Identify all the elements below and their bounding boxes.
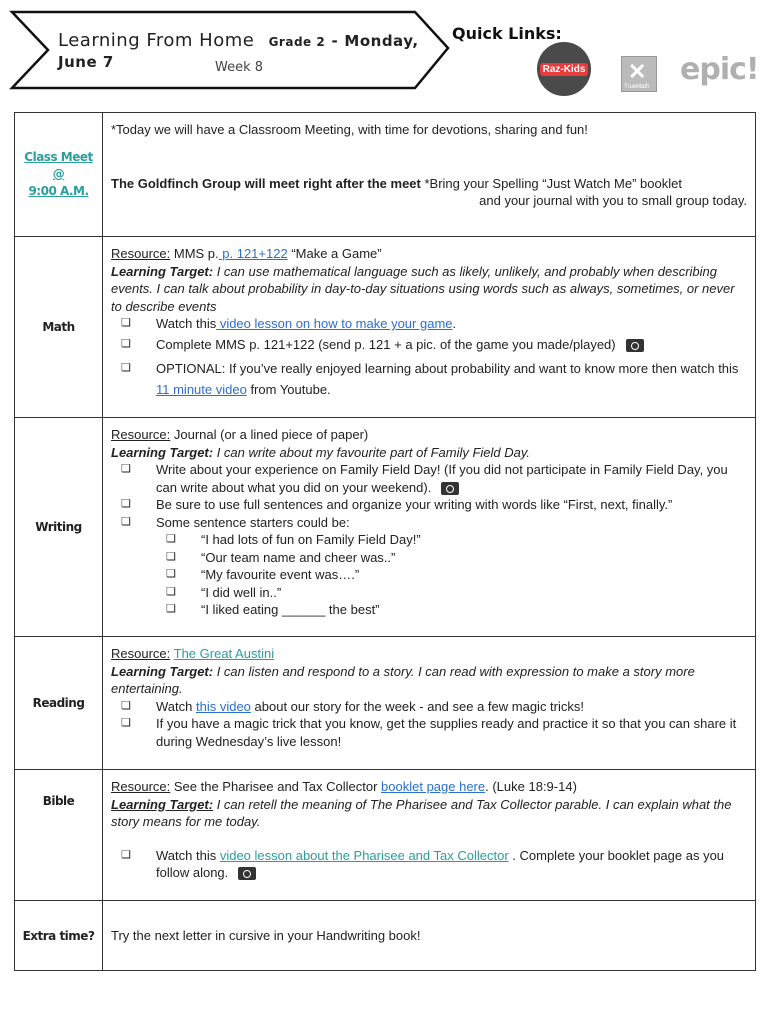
group-note-bold: The Goldfinch Group will meet right after the meet: [111, 175, 421, 191]
content-math: [103, 237, 756, 418]
bible-checklist: [111, 847, 747, 882]
math-lt-text: I can use mathematical language such as likely, unlikely, and probably when describing events. I can talk about probability in day-to-day situations using words such as always, sometimes, or never to describe events: [111, 263, 735, 314]
class-meet-link[interactable]: [16, 149, 101, 200]
title-separator: -: [331, 32, 339, 50]
great-austini-link[interactable]: The Great Austini: [173, 646, 275, 661]
bible-resource: [111, 778, 747, 796]
pharisee-video-link[interactable]: video lesson about the Pharisee and Tax Collector: [219, 847, 509, 863]
math-item3-post: from Youtube.: [246, 382, 331, 397]
sentence-starters: [156, 531, 747, 619]
bible-resource-pre: See the Pharisee and Tax Collector: [170, 779, 382, 794]
bible-lt-label: Learning Target:: [111, 796, 214, 812]
content-extra-time: [103, 901, 756, 971]
math-item-3: [121, 358, 747, 400]
math-item-1: [121, 315, 747, 333]
bible-resource-post: . (Luke 18:9-14): [485, 779, 577, 794]
writing-lt-text: I can write about my favourite part of Family Field Day.: [213, 444, 531, 460]
reading-item1-pre: Watch: [156, 698, 196, 714]
writing-item3-text: Some sentence starters could be:: [156, 514, 350, 530]
bible-lt-text: I can retell the meaning of The Pharisee and Tax Collector parable. I can explain what the story means for me today.: [111, 796, 732, 829]
math-pages-link[interactable]: p. 121+122: [218, 246, 288, 261]
writing-item1-text: Write about your experience on Family Field Day! (If you did not participate in Family Field Day, you can write about what you did on your weekend).: [156, 462, 728, 495]
extra-time-text: Try the next letter in cursive in your Handwriting book!: [111, 927, 421, 943]
math-resource: [111, 245, 747, 263]
starter-item: ❏ “My favourite event was….”: [166, 566, 747, 584]
bible-resource-label: Resource:: [111, 779, 171, 794]
label-math: Math: [15, 237, 103, 418]
math-item3-pre: OPTIONAL: If you’ve really enjoyed learning about probability and want to know more then watch this: [156, 361, 739, 376]
class-meet-text: *Today we will have a Classroom Meeting, with time for devotions, sharing and fun!: [111, 122, 588, 137]
label-extra-time: Extra time?: [15, 901, 103, 971]
writing-checklist: [111, 461, 747, 619]
content-writing: [103, 418, 756, 637]
math-item2-text: Complete MMS p. 121+122 (send p. 121 + a pic. of the game you made/played): [156, 336, 616, 352]
bible-item1-post: . Complete your booklet page as you follow along.: [156, 847, 725, 880]
writing-item2-text: Be sure to use full sentences and organize your writing with words like “First, next, finally.”: [156, 497, 673, 512]
math-lt-label: Learning Target:: [111, 263, 214, 279]
starter-item: ❏ “I had lots of fun on Family Field Day!”: [166, 531, 747, 549]
camera-icon: [441, 482, 459, 495]
date-label: Monday, June 7: [58, 32, 419, 71]
starter-item: ❏ “I liked eating ______ the best”: [166, 601, 747, 619]
writing-item-1: [121, 461, 747, 496]
reading-resource: [111, 645, 747, 663]
class-meet-line1[interactable]: Class Meet: [24, 150, 93, 164]
starter-item: ❏ “I did well in..”: [166, 584, 747, 602]
row-bible: [15, 770, 756, 901]
math-item-2: [121, 336, 747, 354]
row-class-meet: [15, 113, 756, 237]
grade-label: Grade 2: [268, 35, 326, 49]
math-checklist: [111, 315, 747, 400]
week-label: Week 8: [215, 60, 264, 75]
camera-icon: [238, 867, 256, 880]
label-reading: Reading: [15, 637, 103, 770]
writing-item-3: [121, 514, 747, 619]
class-meet-line2[interactable]: @: [52, 167, 65, 181]
reading-item1-post: about our story for the week - and see a few magic tricks!: [250, 698, 584, 714]
title-text: Learning From Home: [58, 30, 255, 51]
youtube-video-link[interactable]: 11 minute video: [156, 382, 247, 397]
math-item1-post: .: [452, 316, 457, 331]
content-bible: [103, 770, 756, 901]
raz-kids-link[interactable]: [537, 42, 591, 96]
story-video-link[interactable]: this video: [195, 698, 251, 714]
camera-icon: [626, 339, 644, 352]
group-note: [111, 175, 747, 193]
reading-lt-text: I can listen and respond to a story. I can read with expression to make a story more entertaining.: [111, 663, 695, 696]
row-math: [15, 237, 756, 418]
math-item1-pre: Watch this: [156, 316, 217, 331]
label-bible: Bible: [15, 770, 103, 901]
bible-learning-target: [111, 796, 747, 831]
label-class-meet: [15, 113, 103, 237]
writing-item-2: [121, 496, 747, 514]
math-resource-label: Resource:: [111, 246, 171, 261]
group-note-line2: and your journal with you to small group today.: [479, 193, 747, 208]
reading-item2-text: If you have a magic trick that you know, get the supplies ready and practice it so that you can share it during Wednesday’s live lesson!: [156, 716, 737, 749]
math-resource-pre: MMS p.: [170, 246, 219, 261]
epic-link[interactable]: epic!: [680, 52, 759, 87]
math-resource-post: “Make a Game”: [287, 246, 382, 261]
truemath-logo-text: TrueMath: [624, 84, 650, 90]
math-learning-target: [111, 263, 747, 316]
bible-item-1: [121, 847, 747, 882]
truemath-link[interactable]: [621, 56, 657, 92]
reading-item-2: [121, 715, 747, 750]
booklet-page-link[interactable]: booklet page here: [381, 779, 486, 794]
label-writing: Writing: [15, 418, 103, 637]
reading-lt-label: Learning Target:: [111, 663, 214, 679]
content-reading: [103, 637, 756, 770]
class-meet-line3[interactable]: 9:00 A.M.: [28, 184, 89, 198]
schedule-table: [14, 112, 756, 971]
writing-learning-target: [111, 444, 747, 462]
bible-item1-pre: Watch this: [156, 847, 220, 863]
reading-item-1: [121, 698, 747, 716]
row-extra-time: [15, 901, 756, 971]
writing-resource-text: Journal (or a lined piece of paper): [170, 427, 369, 442]
writing-resource-label: Resource:: [111, 427, 171, 442]
truemath-icon: ✕: [628, 59, 647, 84]
content-class-meet: [103, 113, 756, 237]
quick-links-label: Quick Links:: [452, 24, 562, 43]
header-banner: [0, 0, 460, 95]
reading-resource-label: Resource:: [111, 646, 171, 661]
math-video-link[interactable]: video lesson on how to make your game: [216, 316, 453, 331]
group-note-rest: *Bring your Spelling “Just Watch Me” booklet: [420, 175, 682, 191]
reading-checklist: [111, 698, 747, 751]
writing-lt-label: Learning Target:: [111, 444, 214, 460]
writing-resource: [111, 426, 747, 444]
raz-kids-logo-text: Raz-Kids: [540, 63, 589, 76]
starter-item: ❏ “Our team name and cheer was..”: [166, 549, 747, 567]
reading-learning-target: [111, 663, 747, 698]
row-reading: [15, 637, 756, 770]
row-writing: [15, 418, 756, 637]
